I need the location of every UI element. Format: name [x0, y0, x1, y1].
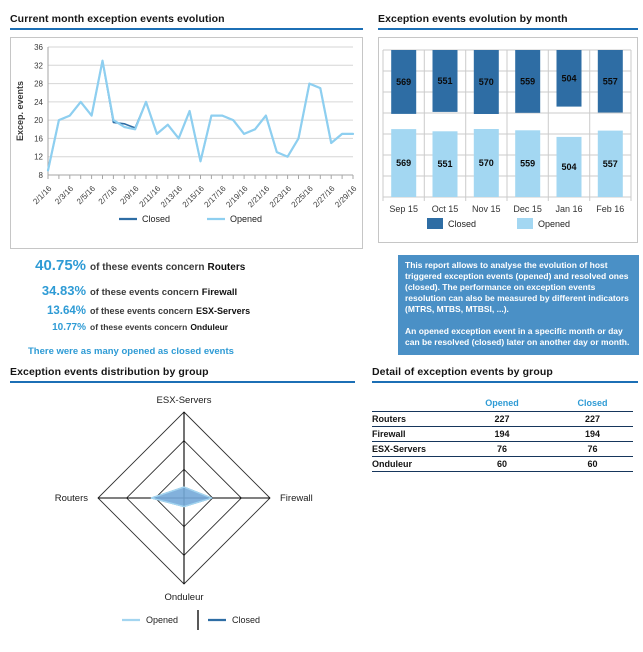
table-cell: ESX-Servers	[372, 444, 427, 454]
legend-label: Opened	[538, 219, 571, 229]
radar-chart-box	[10, 388, 355, 645]
y-tick-label: 12	[34, 152, 43, 162]
month-label: Feb 16	[596, 204, 625, 214]
x-tick-label: 2/25/16	[289, 184, 315, 210]
x-tick-label: 2/3/16	[53, 184, 76, 207]
month-label: Sep 15	[389, 204, 418, 214]
panel-title-daily: Current month exception events evolution	[10, 13, 363, 30]
x-tick-label: 2/5/16	[74, 184, 98, 207]
radar-axis-label: ESX-Servers	[156, 395, 212, 406]
legend-label: Opened	[146, 615, 179, 625]
stat-esx-servers	[28, 305, 358, 317]
bar-value-label: 557	[602, 76, 618, 87]
stat-group: ESX-Servers	[196, 306, 251, 316]
stat-percent: 10.77%	[52, 322, 86, 333]
table-header	[372, 396, 452, 412]
stat-text: of these events concern	[90, 322, 188, 332]
table-cell: 227	[494, 414, 510, 424]
stat-percent: 40.75%	[35, 257, 86, 274]
y-tick-label: 36	[34, 43, 43, 52]
stat-percent: 13.64%	[46, 305, 86, 317]
bar-value-label: 570	[478, 77, 494, 87]
stat-routers	[28, 257, 358, 274]
x-tick-label: 2/21/16	[246, 184, 272, 210]
bar-value-label: 569	[396, 76, 412, 87]
bar-value-label: 504	[561, 161, 577, 172]
info-paragraph-2: An opened exception event in a specific month or day can be resolved (closed) later on another day or month.	[405, 326, 630, 348]
bar-value-label: 551	[437, 159, 453, 170]
table-row	[372, 457, 633, 472]
stats-block	[28, 257, 358, 357]
table-row	[372, 442, 633, 457]
y-axis-title: Excep. events	[15, 80, 25, 142]
info-paragraph-1: This report allows to analyse the evolution of host triggered exception events (opened) and resolved ones (closed). The performance on exception events resolution can also be measured by different indicators (MTRS, MTBS, MTBSI, ...).	[405, 260, 629, 315]
panel-daily-evolution	[10, 13, 363, 249]
y-tick-label: 28	[34, 79, 43, 89]
month-label: Dec 15	[513, 204, 542, 214]
stats-note: There were as many opened as closed events	[28, 346, 234, 357]
table-cell: 60	[587, 459, 598, 469]
group-radar-chart	[10, 388, 355, 640]
table-header: Closed	[577, 398, 608, 408]
x-tick-label: 2/23/16	[267, 184, 294, 210]
bar-value-label: 569	[396, 158, 412, 169]
monthly-bar-chart	[379, 38, 637, 237]
panel-title-monthly: Exception events evolution by month	[378, 13, 638, 30]
x-tick-label: 2/27/16	[311, 184, 337, 210]
daily-line-chart	[11, 38, 362, 243]
bar-value-label: 559	[520, 76, 536, 87]
bar-value-label: 570	[478, 158, 494, 168]
stat-text: of these events concern	[90, 262, 205, 273]
stat-firewall	[28, 283, 358, 298]
y-tick-label: 24	[34, 97, 43, 107]
x-tick-label: 2/13/16	[158, 184, 185, 210]
monthly-bar-chart-box	[378, 37, 638, 243]
x-tick-label: 2/1/16	[31, 184, 54, 207]
x-tick-label: 2/19/16	[224, 184, 250, 210]
stat-group: Onduleur	[190, 322, 229, 332]
x-tick-label: 2/11/16	[137, 184, 163, 209]
panel-title-table: Detail of exception events by group	[372, 366, 638, 383]
x-tick-label: 2/7/16	[96, 184, 119, 207]
table-row	[372, 427, 633, 442]
radar-axis-label: Onduleur	[164, 592, 204, 603]
table-cell: 76	[496, 444, 507, 454]
bar-value-label: 557	[602, 158, 618, 169]
legend-label: Opened	[230, 214, 263, 224]
x-tick-label: 2/29/16	[333, 184, 359, 210]
legend-label: Closed	[448, 219, 477, 229]
bar-value-label: 504	[561, 73, 577, 84]
table-row	[372, 412, 633, 427]
x-tick-label: 2/9/16	[118, 184, 141, 207]
x-tick-label: 2/17/16	[202, 184, 228, 210]
month-label: Nov 15	[472, 204, 501, 214]
report-info-box	[398, 255, 639, 355]
radar-axis-label: Firewall	[280, 493, 313, 504]
legend-swatch-opened	[517, 218, 533, 229]
table-cell: 194	[494, 429, 510, 439]
month-label: Oct 15	[431, 204, 459, 214]
stat-text: of these events concern	[90, 287, 199, 298]
table-cell: Onduleur	[372, 459, 412, 469]
table-cell: 194	[584, 429, 601, 439]
y-tick-label: 16	[34, 134, 43, 144]
table-cell: 76	[587, 444, 598, 454]
stat-group: Firewall	[201, 287, 238, 298]
legend-label: Closed	[142, 214, 171, 224]
table-header: Opened	[485, 398, 519, 408]
table-cell: 60	[496, 459, 507, 469]
daily-line-chart-box	[10, 37, 363, 249]
stat-group: Routers	[207, 262, 246, 273]
legend-label: Closed	[232, 615, 261, 625]
month-label: Jan 16	[555, 204, 583, 214]
table-cell: 227	[584, 414, 601, 424]
radar-axis-label: Routers	[54, 493, 88, 504]
bar-value-label: 559	[520, 158, 536, 169]
panel-monthly-evolution	[378, 13, 638, 243]
x-tick-label: 2/15/16	[180, 184, 206, 210]
panel-detail-table	[372, 366, 638, 472]
line-series-opened	[48, 61, 353, 171]
panel-radar-distribution	[10, 366, 355, 645]
panel-title-radar: Exception events distribution by group	[10, 366, 355, 383]
table-cell: Firewall	[372, 429, 406, 439]
stat-text: of these events concern	[90, 306, 194, 316]
detail-events-table	[372, 396, 633, 472]
y-tick-label: 20	[34, 116, 43, 126]
y-tick-label: 32	[34, 61, 43, 71]
legend-swatch-closed	[427, 218, 443, 229]
y-tick-label: 8	[38, 171, 43, 180]
bar-value-label: 551	[437, 75, 453, 86]
stat-percent: 34.83%	[41, 283, 86, 298]
line-series-closed	[48, 61, 353, 171]
table-cell: Routers	[372, 414, 407, 424]
stat-onduleur	[28, 322, 358, 333]
